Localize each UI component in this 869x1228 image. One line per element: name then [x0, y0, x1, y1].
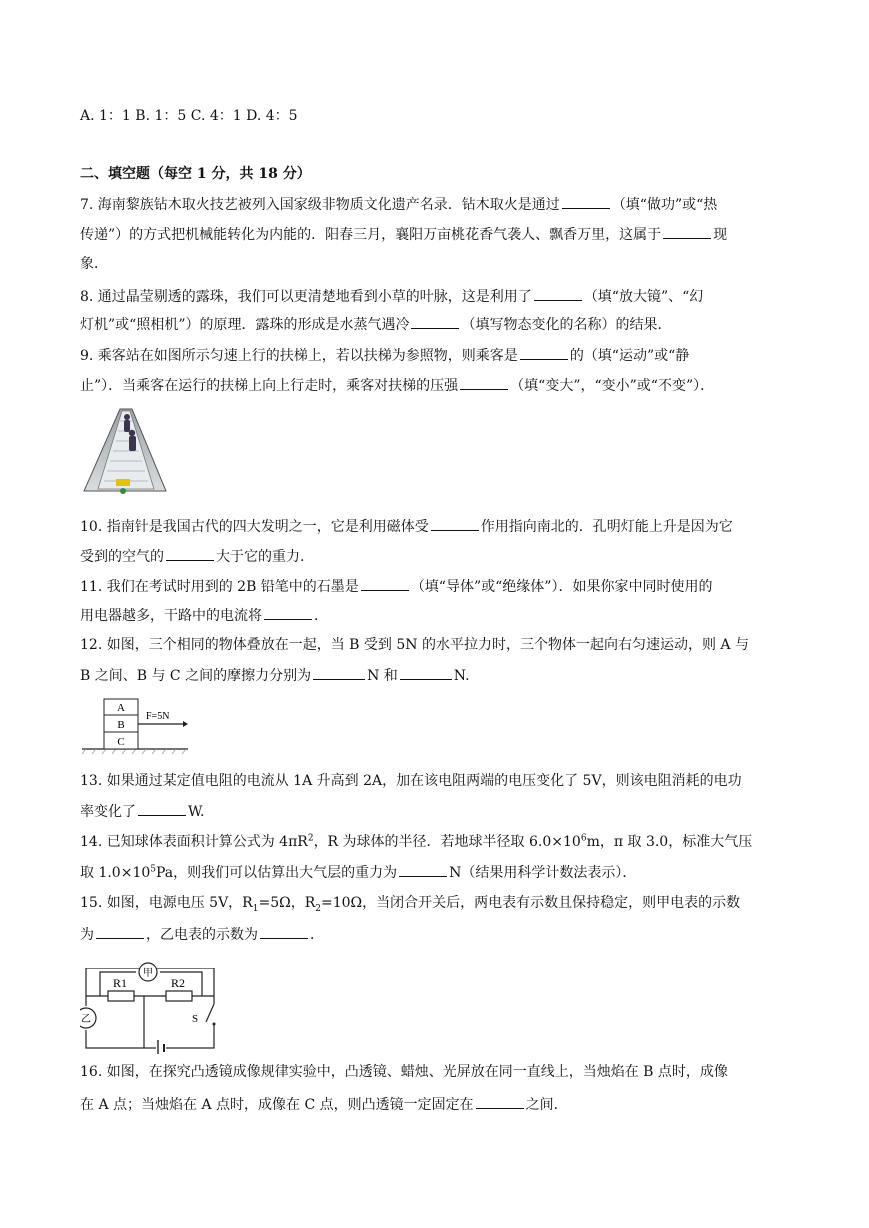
q13-line2: 率变化了 W.	[80, 801, 204, 822]
block-c-label: C	[117, 736, 125, 748]
q13-line1: 13. 如果通过某定值电阻的电流从 1A 升高到 2A，加在该电阻两端的电压变化了 5V，则该电阻消耗的电功	[80, 773, 742, 789]
q7-blank1[interactable]	[562, 194, 610, 209]
q10-line2: 受到的空气的 大于它的重力．	[80, 546, 314, 567]
q8-line1: 8. 通过晶莹剔透的露珠，我们可以更清楚地看到小草的叶脉，这是利用了 （填“放大镜”、“幻	[80, 286, 703, 307]
resistor-r2	[166, 991, 192, 1001]
q12-blank1[interactable]	[313, 665, 365, 680]
meter-jia-label: 甲	[143, 968, 153, 979]
q11-blank1[interactable]	[361, 576, 409, 591]
section-title: 二、填空题（每空 1 分，共 18 分）	[80, 166, 311, 182]
q15-blank1[interactable]	[96, 924, 144, 939]
q12-line2: B 之间、B 与 C 之间的摩擦力分别为 N 和 N.	[80, 665, 470, 686]
q14-line2: 取 $1.0\times 10^5Pa$，则我们可以估算出大气层的重力为 N（结果用科学计数法表示）．	[80, 862, 636, 883]
q16-blank1[interactable]	[476, 1094, 524, 1109]
q12-blank2[interactable]	[400, 665, 452, 680]
switch-label: S	[192, 1013, 199, 1025]
resistor-r1	[108, 991, 134, 1001]
q9-blank1[interactable]	[520, 345, 568, 360]
q13-blank1[interactable]	[138, 801, 186, 816]
q10-blank1[interactable]	[431, 516, 479, 531]
q11-line1: 11. 我们在考试时用到的 2B 铅笔中的石墨是 （填“导体”或“绝缘体”）．如果你家中同时使用的	[80, 576, 712, 597]
q14-blank1[interactable]	[399, 862, 447, 877]
q15-line1: 15. 如图，电源电压 5V，$R_1=5\Omega$，$R_2=10\Omega$，当闭合开关后，两电表有示数且保持稳定，则甲电表的示数	[80, 895, 741, 914]
force-label: F=5N	[146, 711, 170, 722]
stacked-blocks-figure	[80, 695, 190, 755]
q10-blank2[interactable]	[166, 546, 214, 561]
block-a-label: A	[117, 702, 125, 714]
options-line: A. 1：1 B. 1：5 C. 4：1 D. 4：5	[80, 108, 298, 124]
q7-line1: 7. 海南黎族钻木取火技艺被列入国家级非物质文化遗产名录．钻木取火是通过 （填“做功”或“热	[80, 194, 717, 215]
q8-blank2[interactable]	[411, 314, 459, 329]
q14-line1: 14. 已知球体表面积计算公式为 $4\pi R^2$，R 为球体的半径．若地球半径取 $6.0\times 10^6m$，π 取 3.0，标准大气压	[80, 833, 753, 850]
q11-blank2[interactable]	[264, 605, 312, 620]
block-b-label: B	[117, 719, 125, 731]
meter-yi-label: 乙	[81, 1014, 91, 1025]
q9-line1: 9. 乘客站在如图所示匀速上行的扶梯上，若以扶梯为参照物，则乘客是 的（填“运动”或“静	[80, 345, 689, 366]
q7-blank2[interactable]	[663, 224, 711, 239]
q12-line1: 12. 如图，三个相同的物体叠放在一起，当 B 受到 5N 的水平拉力时，三个物体一起向右匀速运动，则 A 与	[80, 637, 749, 653]
q16-line2: 在 A 点；当烛焰在 A 点时，成像在 C 点，则凸透镜一定固定在 之间．	[80, 1094, 568, 1115]
q11-line2: 用电器越多，干路中的电流将 ．	[80, 605, 328, 626]
q8-line2: 灯机”或“照相机”）的原理．露珠的形成是水蒸气遇冷 （填写物态变化的名称）的结果．	[80, 314, 671, 335]
q7-line2: 传递”）的方式把机械能转化为内能的．阳春三月，襄阳万亩桃花香气袭人、飘香万里，这属于 现	[80, 224, 727, 245]
r1-label: R1	[113, 976, 128, 990]
q16-line1: 16. 如图，在探究凸透镜成像规律实验中，凸透镜、蜡烛、光屏放在同一直线上，当烛焰在 B 点时，成像	[80, 1064, 728, 1080]
q15-line2: 为 ，乙电表的示数为 ．	[80, 924, 324, 945]
q8-blank1[interactable]	[534, 286, 582, 301]
q9-line2: 止”）．当乘客在运行的扶梯上向上行走时，乘客对扶梯的压强 （填“变大”，“变小”或“不变”）．	[80, 375, 714, 396]
q10-line1: 10. 指南针是我国古代的四大发明之一，它是利用磁体受 作用指向南北的．孔明灯能上升是因为它	[80, 516, 733, 537]
q9-blank2[interactable]	[460, 375, 508, 390]
circuit-figure	[80, 956, 220, 1056]
escalator-figure	[80, 405, 172, 501]
r2-label: R2	[171, 976, 186, 990]
q7-line3: 象．	[80, 256, 108, 272]
q15-blank2[interactable]	[260, 924, 308, 939]
